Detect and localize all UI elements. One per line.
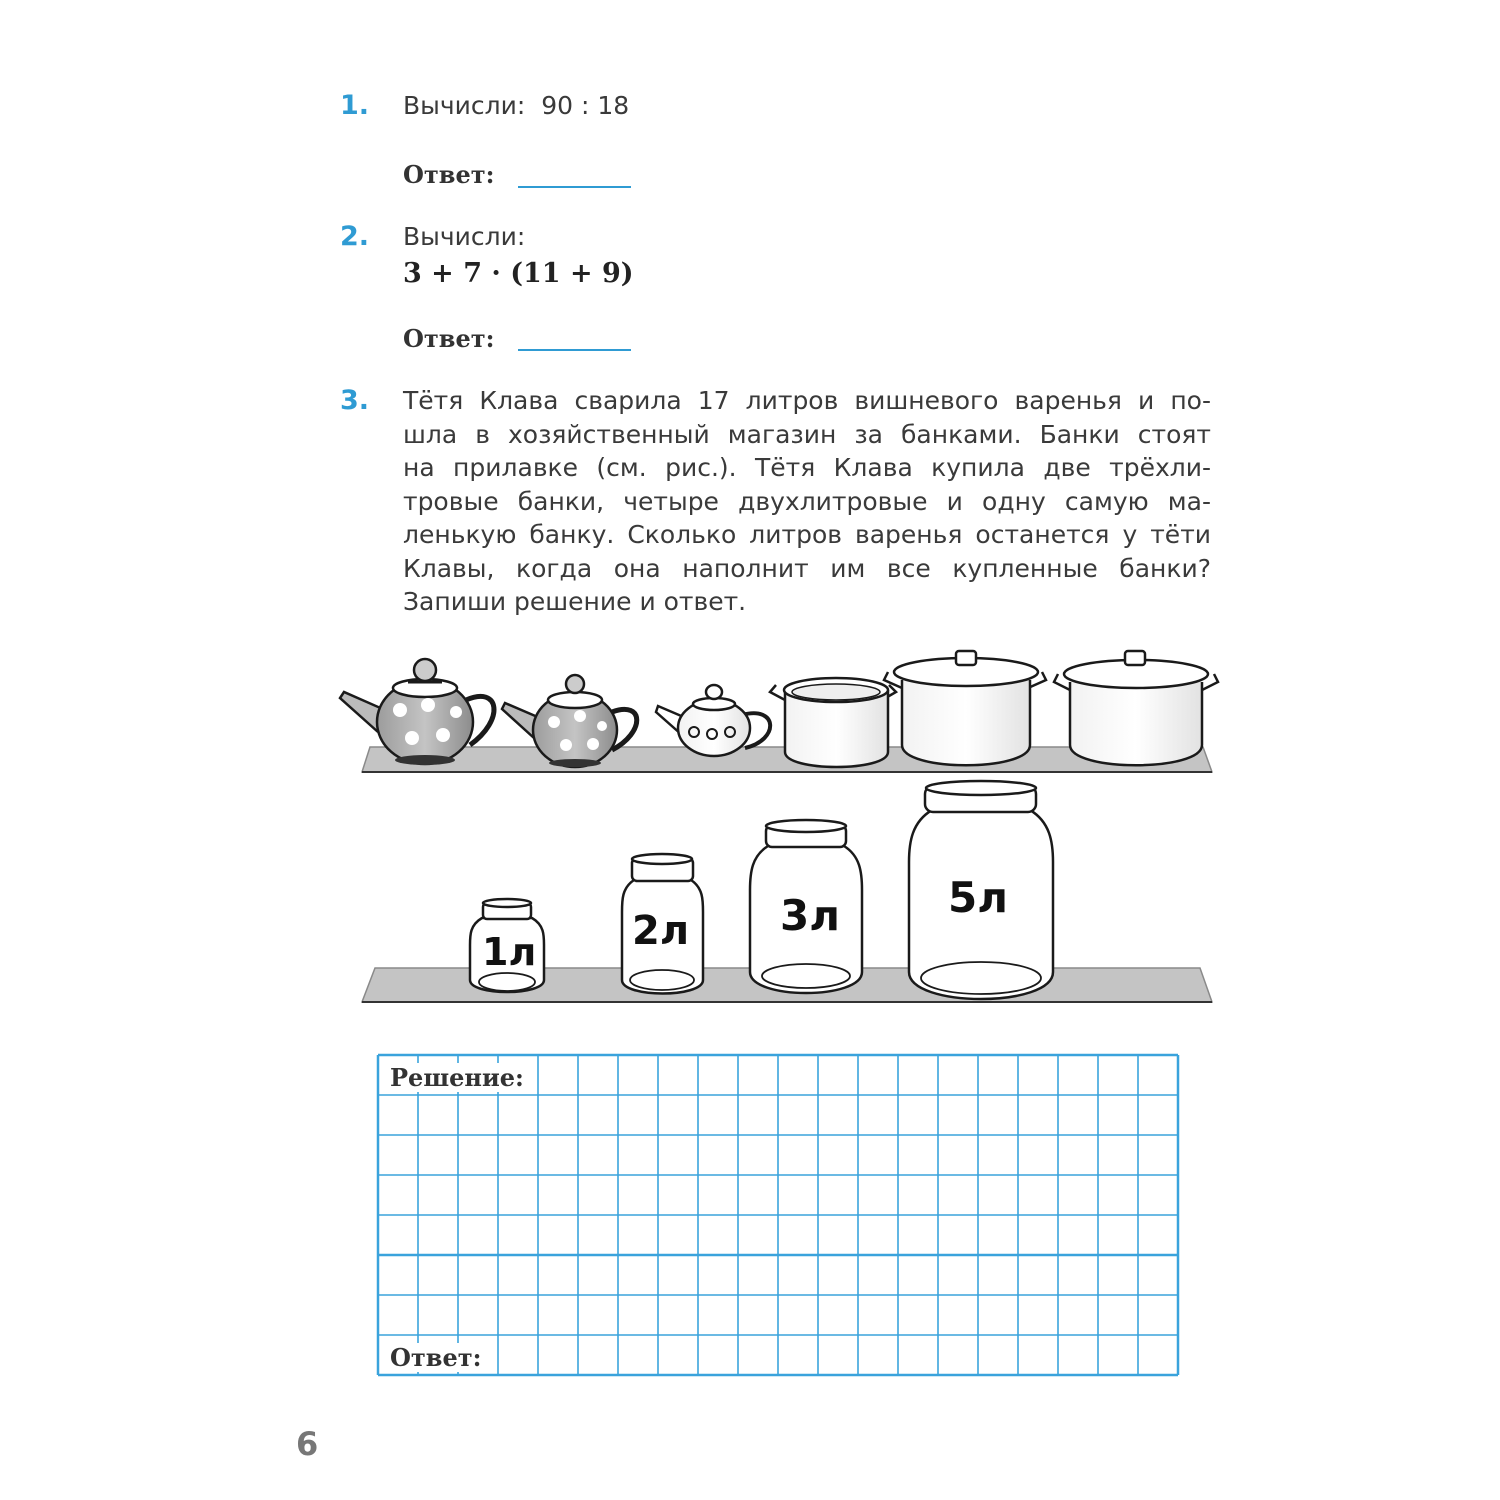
task-1-answer-label: Ответ:	[403, 160, 495, 189]
task-1-number: 1.	[340, 90, 370, 121]
task-3-line: тровые банки, четыре двухлитровые и одну самую ма-	[403, 486, 1211, 516]
pot-lidded-icon	[1054, 651, 1218, 765]
solution-answer-label: Ответ:	[390, 1343, 482, 1372]
task-2-expression: 3 + 7 · (11 + 9)	[403, 258, 634, 289]
task-3-line: на прилавке (см. рис.). Тётя Клава купила две трёхли-	[403, 453, 1211, 482]
task-3-line: Запиши решение и ответ.	[403, 587, 747, 616]
task-3-line: ленькую банку. Сколько литров варенья останется у тёти	[403, 520, 1211, 549]
task-2-number: 2.	[340, 221, 370, 252]
task-1-prompt-text: Вычисли:	[403, 91, 526, 120]
pot-open-icon	[770, 678, 896, 767]
task-3-line: шла в хозяйственный магазин за банками. Банки стоят	[403, 419, 1211, 449]
task-3-line: Клавы, когда она наполнит им все купленные банки?	[403, 553, 1211, 583]
solution-label: Решение:	[390, 1063, 524, 1092]
jar-1l-label: 1л	[482, 930, 537, 974]
task-1-expression: 90 : 18	[541, 91, 630, 120]
pot-large-icon	[884, 651, 1046, 765]
page-number: 6	[296, 1425, 319, 1463]
solution-grid[interactable]	[378, 1055, 1178, 1375]
jar-5l-label: 5л	[948, 873, 1008, 922]
task-2-prompt: Вычисли:	[403, 222, 526, 251]
task-3-number: 3.	[340, 385, 370, 416]
task-2-answer-label: Ответ:	[403, 324, 495, 353]
jar-3l-label: 3л	[780, 891, 840, 940]
jar-2l-label: 2л	[632, 908, 690, 954]
task-3-line: Тётя Клава сварила 17 литров вишневого варенья и по-	[403, 386, 1211, 415]
teapot-small-icon	[656, 685, 770, 756]
